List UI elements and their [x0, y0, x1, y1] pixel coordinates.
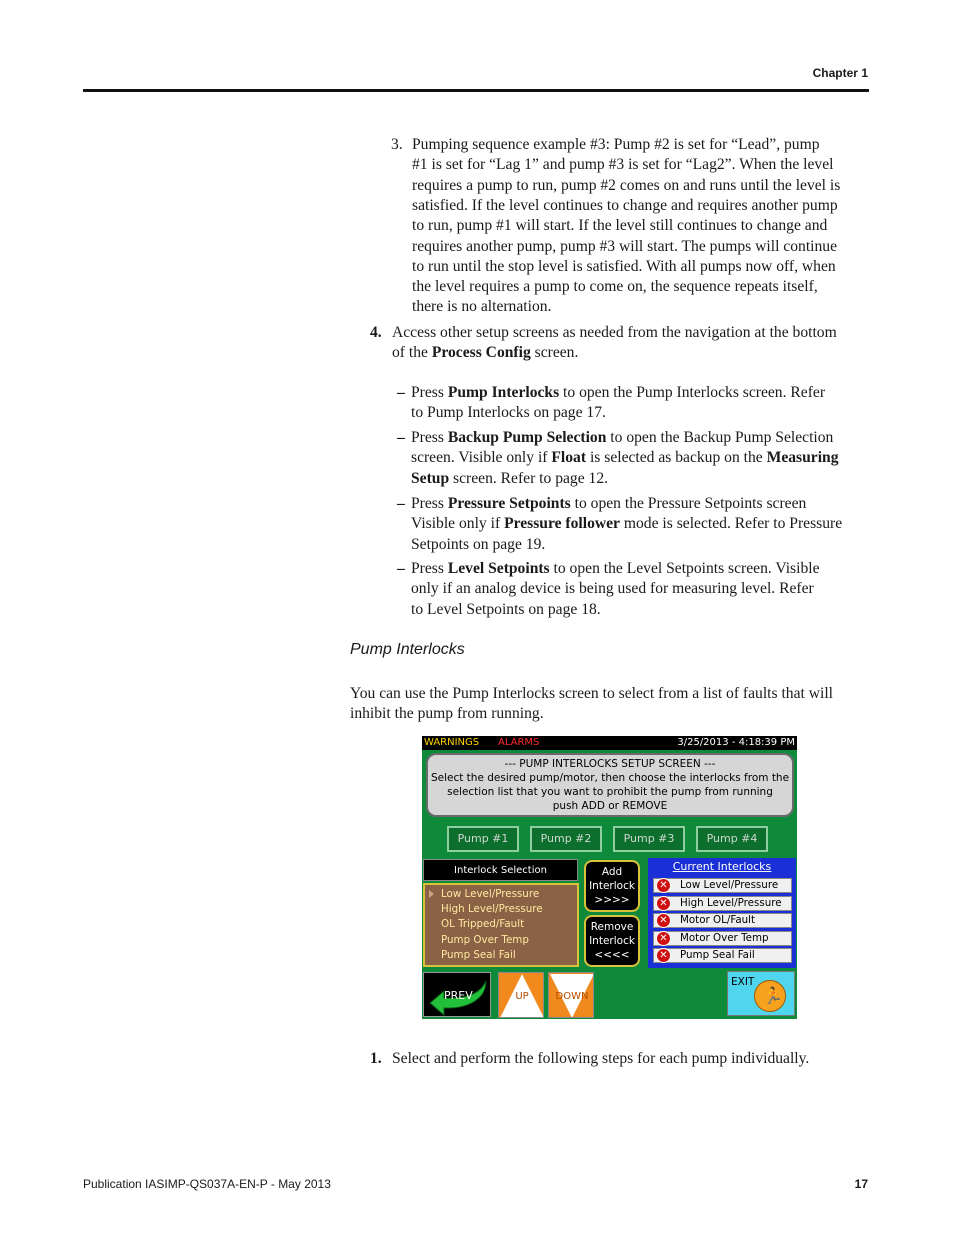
step-3-line: requires a pump to run, pump #2 comes on and runs until the level is	[412, 176, 841, 194]
current-interlock-row[interactable]: ✕ Motor Over Temp	[653, 931, 792, 946]
bullet-dash: –	[397, 384, 405, 401]
interlock-selection-list[interactable]	[423, 883, 579, 967]
red-x-icon[interactable]: ✕	[656, 896, 671, 911]
selection-item[interactable]: Low Level/Pressure	[441, 888, 540, 900]
bullet-pressure-setpoints: Press Pressure Setpoints to open the Pressure Setpoints screen	[411, 495, 807, 512]
current-interlocks-header: Current Interlocks	[672, 860, 772, 873]
step-3-line: Pumping sequence example #3: Pump #2 is set for “Lead”, pump	[412, 136, 820, 153]
header-rule	[83, 89, 869, 92]
running-man-icon: 🏃	[754, 980, 786, 1012]
step-1-text: Select and perform the following steps for each pump individually.	[392, 1050, 810, 1067]
bullet-line: only if an analog device is being used for measuring level. Refer	[411, 580, 814, 598]
selection-item[interactable]: OL Tripped/Fault	[441, 918, 525, 931]
step-4-line: of the Process Config screen.	[392, 344, 579, 362]
bullet-pump-interlocks: Press Pump Interlocks to open the Pump Interlocks screen. Refer	[411, 384, 826, 401]
chapter-label: Chapter 1	[812, 66, 868, 80]
step-3-line: there is no alternation.	[412, 298, 552, 316]
hmi-title-line: selection list that you want to prohibit the pump from running	[447, 786, 773, 798]
bullet-line: screen. Visible only if Float is selected as backup on the Measuring	[411, 449, 839, 467]
hmi-title-line: Select the desired pump/motor, then choose the interlocks from the	[430, 772, 790, 784]
selection-item[interactable]: Pump Over Temp	[441, 933, 529, 946]
step-3-line: satisfied. If the level continues to change and requires another pump	[412, 196, 838, 214]
bullet-dash: –	[397, 429, 405, 446]
pump-2-button[interactable]: Pump #2	[530, 826, 602, 852]
step-3-line: #1 is set for “Lag 1” and pump #3 is set for “Lag2”. When the level	[412, 156, 834, 174]
pump-1-button[interactable]: Pump #1	[447, 826, 519, 852]
hmi-status-bar	[422, 736, 797, 750]
up-button[interactable]: UP	[498, 972, 544, 1018]
down-button[interactable]: DOWN	[548, 972, 594, 1018]
bullet-line: Setpoints on page 19.	[411, 535, 546, 553]
selection-item[interactable]: High Level/Pressure	[441, 903, 543, 916]
red-x-icon[interactable]: ✕	[656, 913, 671, 928]
warnings-indicator[interactable]: WARNINGS	[424, 737, 480, 748]
interlock-selection-header: Interlock Selection	[423, 859, 578, 881]
step-3-line: the level requires a pump to come on, the sequence repeats itself,	[412, 278, 818, 296]
current-interlock-row[interactable]: ✕ Pump Seal Fail	[653, 948, 792, 963]
bullet-dash: –	[397, 495, 405, 512]
pump-selector-row	[422, 820, 797, 856]
red-x-icon[interactable]: ✕	[656, 948, 671, 963]
bullet-line: Setup screen. Refer to page 12.	[411, 469, 609, 487]
page-number: 17	[854, 1177, 868, 1191]
section-title: Pump Interlocks	[350, 641, 465, 658]
bullet-line: to Pump Interlocks on page 17.	[411, 404, 606, 422]
current-interlock-row[interactable]: ✕ Motor OL/Fault	[653, 913, 792, 928]
step-3-line: to run until the stop level is satisfied. With all pumps now off, when	[412, 257, 836, 275]
bullet-line: Visible only if Pressure follower mode is selected. Refer to Pressure	[411, 515, 843, 533]
hmi-nav-row	[422, 970, 797, 1019]
current-interlock-row[interactable]: ✕ Low Level/Pressure	[653, 878, 792, 893]
hmi-title-panel	[426, 753, 794, 817]
red-x-icon[interactable]: ✕	[656, 878, 671, 893]
remove-interlock-button[interactable]: Remove Interlock <<<<	[584, 915, 640, 967]
step-3-number: 3.	[391, 136, 403, 153]
hmi-title-line: --- PUMP INTERLOCKS SETUP SCREEN ---	[504, 758, 716, 770]
publication-footer: Publication IASIMP-QS037A-EN-P - May 2013	[83, 1177, 331, 1191]
step-4-line: Access other setup screens as needed from the navigation at the bottom	[392, 324, 837, 341]
exit-button[interactable]: EXIT 🏃	[727, 971, 795, 1016]
prev-button[interactable]: PREV	[423, 972, 491, 1017]
section-intro: You can use the Pump Interlocks screen to select from a list of faults that will	[350, 685, 834, 702]
selection-item[interactable]: Pump Seal Fail	[441, 948, 516, 961]
alarms-indicator[interactable]: ALARMS	[498, 737, 540, 748]
current-interlocks-panel	[648, 858, 796, 968]
bullet-level-setpoints: Press Level Setpoints to open the Level Setpoints screen. Visible	[411, 560, 820, 577]
red-x-icon[interactable]: ✕	[656, 931, 671, 946]
current-interlock-row[interactable]: ✕ High Level/Pressure	[653, 896, 792, 911]
hmi-title-line: push ADD or REMOVE	[552, 800, 668, 812]
add-interlock-button[interactable]: Add Interlock >>>>	[584, 860, 640, 912]
section-intro: inhibit the pump from running.	[350, 705, 544, 723]
pump-3-button[interactable]: Pump #3	[613, 826, 685, 852]
pump-4-button[interactable]: Pump #4	[696, 826, 768, 852]
bullet-dash: –	[397, 560, 405, 577]
step-3-line: to run, pump #1 will start. If the level still continues to change and	[412, 217, 828, 235]
step-1-number: 1.	[370, 1050, 382, 1067]
step-3-line: requires another pump, pump #3 will start. The pumps will continue	[412, 237, 838, 255]
step-4-number: 4.	[370, 324, 382, 341]
selection-arrow-icon	[429, 890, 434, 898]
hmi-datetime: 3/25/2013 - 4:18:39 PM	[677, 737, 795, 748]
pump-interlocks-hmi-screen	[422, 736, 797, 1019]
bullet-line: to Level Setpoints on page 18.	[411, 600, 601, 618]
bullet-backup-pump: Press Backup Pump Selection to open the Backup Pump Selection	[411, 429, 834, 446]
